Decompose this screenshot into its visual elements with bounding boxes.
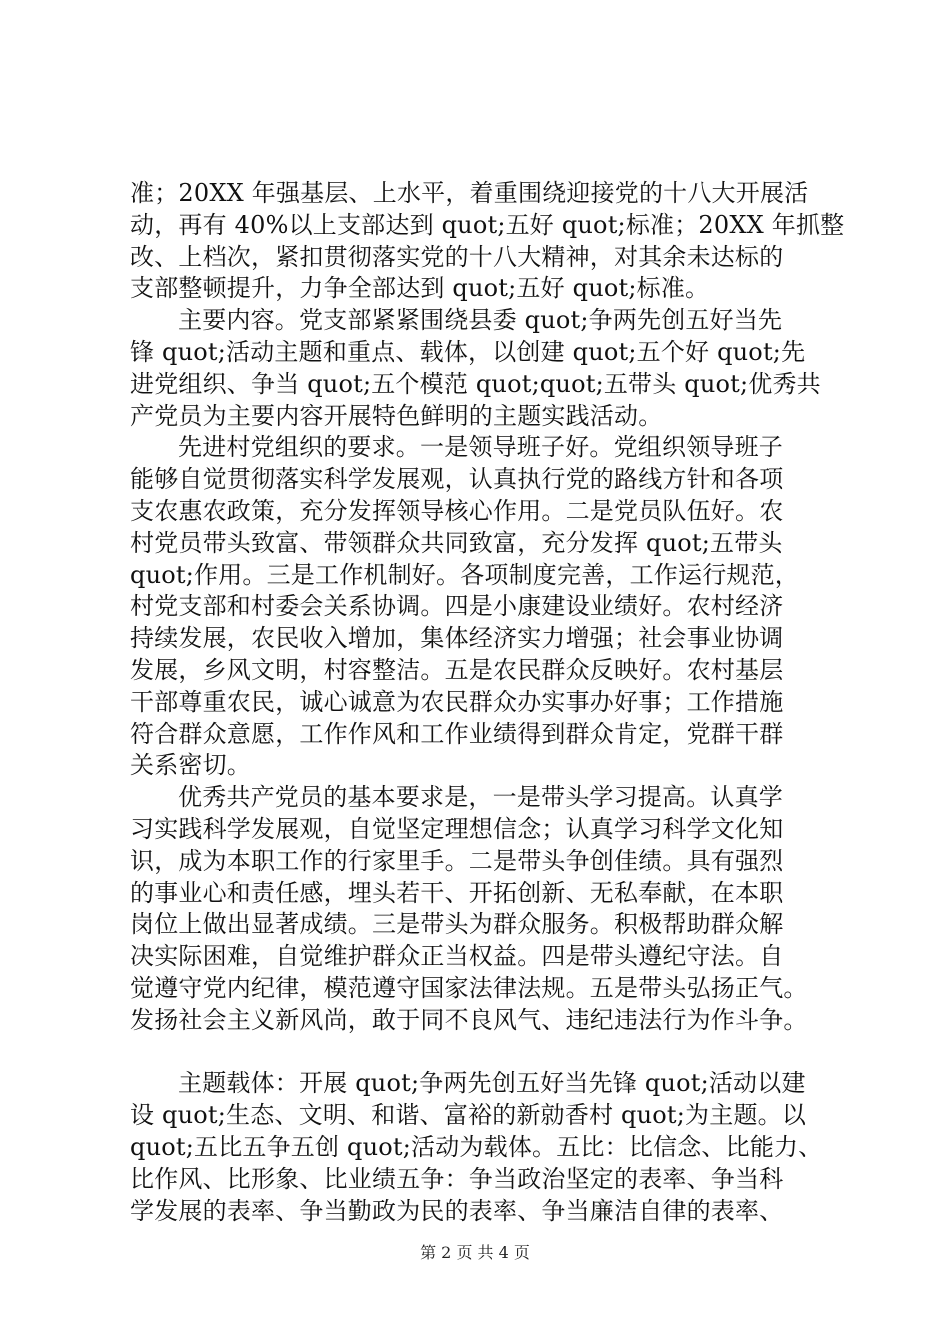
text-line: 村党员带头致富、带领群众共同致富，充分发挥 quot;五带头 (130, 528, 783, 557)
text-line: 识，成为本职工作的行家里手。二是带头争创佳绩。具有强烈 (130, 846, 784, 875)
text-line: 岗位上做出显著成绩。三是带头为群众服务。积极帮助群众解 (130, 910, 784, 939)
paragraph-gap (130, 1037, 830, 1069)
document-body (130, 178, 845, 1227)
text-line: 发展，乡风文明，村容整洁。五是农民群众反映好。农村基层 (130, 655, 784, 684)
text-line: 符合群众意愿，工作作风和工作业绩得到群众肯定，党群干群 (130, 719, 784, 748)
paragraph-start-line: 优秀共产党员的基本要求是，一是带头学习提高。认真学 (178, 783, 783, 812)
text-line: 锋 quot;活动主题和重点、载体，以创建 quot;五个好 quot;先 (130, 337, 806, 366)
text-line: 干部尊重农民，诚心诚意为农民群众办实事办好事；工作措施 (130, 687, 784, 716)
text-line: 觉遵守党内纪律，模范遵守国家法律法规。五是带头弘扬正气。 (130, 973, 808, 1002)
text-line: 进党组织、争当 quot;五个模范 quot;quot;五带头 quot;优秀共 (130, 369, 821, 398)
text-line: 改、上档次，紧扣贯彻落实党的十八大精神，对其余未达标的 (130, 242, 784, 271)
text-line: 村党支部和村委会关系协调。四是小康建设业绩好。农村经济 (130, 592, 784, 621)
text-line: 的事业心和责任感，埋头若干、开拓创新、无私奉献，在本职 (130, 878, 784, 907)
text-line: quot;五比五争五创 quot;活动为载体。五比：比信念、比能力、 (130, 1132, 823, 1161)
paragraph-start-line: 主要内容。党支部紧紧围绕县委 quot;争两先创五好当先 (178, 306, 783, 335)
paragraph-start-line: 先进村党组织的要求。一是领导班子好。党组织领导班子 (178, 433, 783, 462)
text-line: 比作风、比形象、比业绩五争：争当政治坚定的表率、争当科 (130, 1164, 784, 1193)
page-number-footer: 第 2 页 共 4 页 (420, 1243, 530, 1262)
text-line: 学发展的表率、争当勤政为民的表率、争当廉洁自律的表率、 (130, 1196, 784, 1225)
text-line: 准；20XX 年强基层、上水平，着重围绕迎接党的十八大开展活 (130, 179, 809, 207)
text-line: 动，再有 40%以上支部达到 quot;五好 quot;标准；20XX 年抓整 (130, 210, 845, 239)
text-line: 产党员为主要内容开展特色鲜明的主题实践活动。 (130, 401, 663, 430)
paragraph-start-line: 主题载体：开展 quot;争两先创五好当先锋 quot;活动以建 (178, 1069, 806, 1098)
text-line: 支农惠农政策，充分发挥领导核心作用。二是党员队伍好。农 (130, 496, 784, 525)
text-line: 设 quot;生态、文明、和谐、富裕的新勍香村 quot;为主题。以 (130, 1101, 807, 1130)
text-line: 习实践科学发展观，自觉坚定理想信念；认真学习科学文化知 (130, 814, 784, 843)
text-line: 能够自觉贯彻落实科学发展观，认真执行党的路线方针和各项 (130, 465, 784, 494)
text-line: 关系密切。 (130, 751, 251, 780)
text-line: quot;作用。三是工作机制好。各项制度完善，工作运行规范， (130, 560, 799, 589)
text-line: 发扬社会主义新风尚，敢于同不良风气、违纪违法行为作斗争。 (130, 1005, 808, 1034)
text-line: 持续发展，农民收入增加，集体经济实力增强；社会事业协调 (130, 624, 784, 653)
text-line: 决实际困难，自觉维护群众正当权益。四是带头遵纪守法。自 (130, 942, 784, 971)
text-line: 支部整顿提升，力争全部达到 quot;五好 quot;标准。 (130, 274, 710, 303)
